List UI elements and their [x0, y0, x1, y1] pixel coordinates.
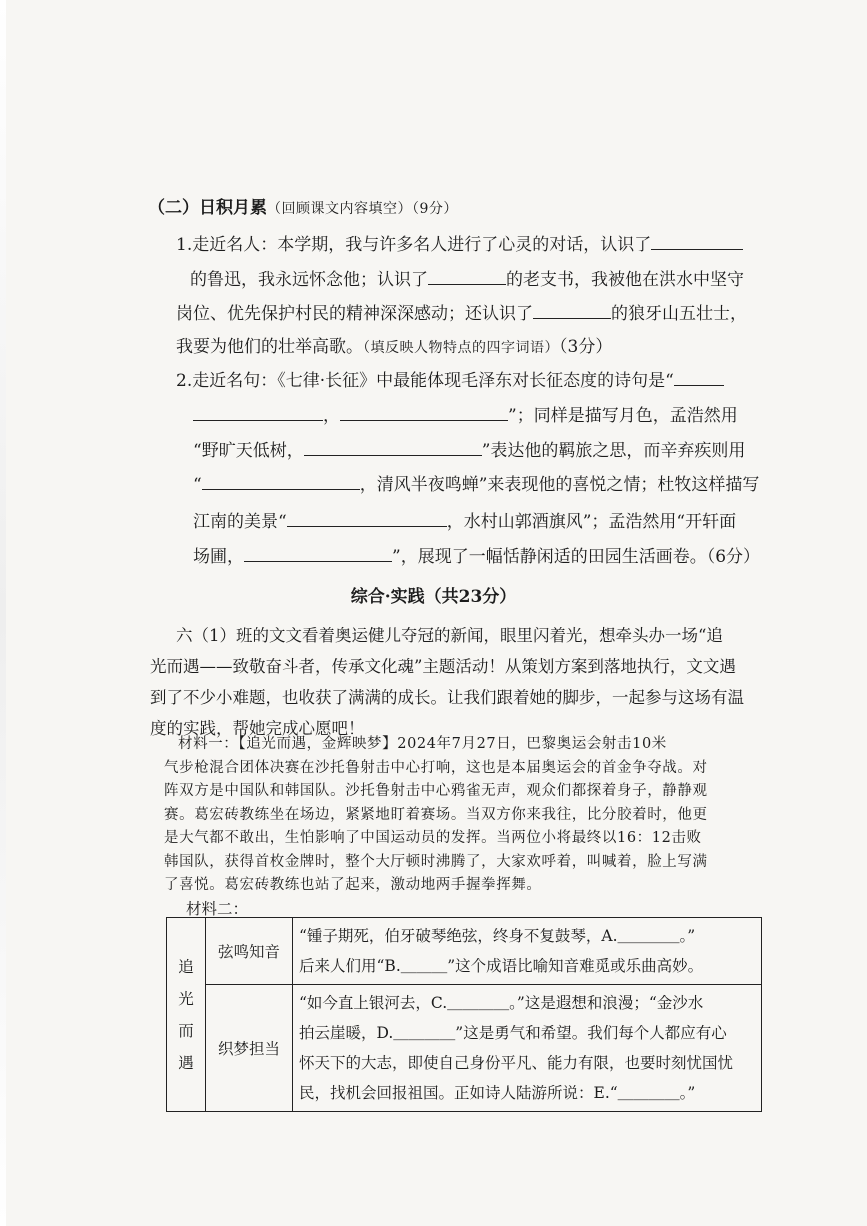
q2-line-2 — [193, 401, 738, 426]
side-char: 遇 — [178, 1053, 194, 1072]
q2-blank-5[interactable] — [287, 510, 447, 527]
q1-line-1 — [176, 230, 743, 255]
material-2-table — [166, 917, 762, 1112]
q2-blank-1b[interactable] — [193, 404, 323, 421]
q1-text-2a: 的鲁迅，我永远怀念他；认识了 — [190, 270, 428, 290]
q1-line-2 — [176, 265, 744, 290]
q2-blank-1a[interactable] — [674, 369, 724, 386]
q2-line-6 — [193, 542, 760, 567]
q2-text-3b: ”表达他的羁旅之思，而辛弃疾则用 — [481, 441, 746, 461]
material-1-line: 韩国队，获得首枚金牌时，整个大厅顿时沸腾了，大家欢呼着，叫喊着，脸上写满 — [164, 853, 708, 870]
material-1-line: 了喜悦。葛宏砖教练也站了起来，激动地两手握拳挥舞。 — [164, 877, 542, 893]
category-cell: 织梦担当 — [206, 985, 293, 1112]
material-1 — [164, 733, 778, 898]
q1-line-4 — [176, 332, 612, 357]
intro-paragraph — [150, 620, 744, 744]
q1-text-4a: 我要为他们的壮举高歌。 — [176, 337, 363, 357]
intro-line: 光而遇——致敬奋斗者，传承文化魂”主题活动！从策划方案到落地执行，文文遇 — [150, 657, 736, 676]
content-cell — [293, 985, 762, 1112]
q2-text-3a: “野旷天低树， — [193, 441, 304, 461]
q1-text-2b: 的老支书，我被他在洪水中坚守 — [506, 270, 744, 290]
q1-blank-2[interactable] — [428, 268, 506, 285]
material-1-line: 阵双方是中国队和韩国队。沙托鲁射击中心鸦雀无声，观众们都探着身子，静静观 — [164, 783, 708, 799]
content-line: 民，找机会回报祖国。正如诗人陆游所说：E.“＿＿＿＿。” — [299, 1084, 696, 1102]
section-heading-text: （二）日积月累 — [148, 198, 267, 218]
q2-text-4b: ，清风半夜鸣蝉”来表现他的喜悦之情；杜牧这样描写 — [359, 475, 760, 495]
q2-text-5b: ，水村山郭酒旗风”；孟浩然用“开轩面 — [446, 512, 737, 532]
intro-line: 六（1）班的文文看着奥运健儿夺冠的新闻，眼里闪着光，想牵头办一场“追 — [176, 626, 723, 645]
q2-line-3 — [193, 436, 745, 461]
q2-line-5 — [193, 507, 736, 532]
table-row — [167, 918, 762, 985]
table-row — [167, 985, 762, 1112]
section-heading — [148, 193, 458, 218]
q1-blank-1[interactable] — [651, 233, 743, 250]
q2-text-2b: ”；同样是描写月色，孟浩然用 — [508, 406, 738, 426]
intro-line: 度的实践，帮她完成心愿吧！ — [150, 719, 365, 738]
scan-edge — [0, 0, 6, 1226]
q2-blank-3[interactable] — [304, 439, 482, 456]
side-char: 光 — [178, 989, 194, 1008]
q1-indent — [176, 269, 190, 285]
material-1-line: 气步枪混合团体决赛在沙托鲁射击中心打响，这也是本届奥运会的首金争夺战。对 — [164, 759, 708, 776]
q1-score: （3分） — [559, 337, 613, 357]
q2-blank-2[interactable] — [340, 404, 508, 421]
q1-note: （填反映人物特点的四字词语） — [363, 340, 559, 356]
q2-text-6a: 场圃， — [193, 547, 244, 567]
q2-line-4 — [193, 470, 759, 495]
side-label — [167, 918, 206, 1112]
q2-text-2a: ， — [323, 406, 340, 426]
q2-blank-6[interactable] — [244, 545, 392, 562]
material-1-line: 是大气都不敢出，生怕影响了中国运动员的发挥。当两位小将最终以16：12击败 — [164, 830, 702, 846]
material-1-line: 赛。葛宏砖教练坐在场边，紧紧地盯着赛场。当双方你来我往，比分胶着时，他更 — [164, 806, 708, 823]
q1-text-3b: 的狼牙山五壮士， — [611, 304, 747, 324]
section-title: 综合·实践（共23分） — [350, 587, 517, 607]
category-cell: 弦鸣知音 — [206, 918, 293, 985]
material-1-line: 材料一：【追光而遇，金辉映梦】2024年7月27日，巴黎奥运会射击10米 — [178, 736, 667, 752]
q2-text-1: 2.走近名句：《七律·长征》中最能体现毛泽东对长征态度的诗句是“ — [176, 371, 674, 391]
q1-text-1: 1.走近名人：本学期，我与许多名人进行了心灵的对话，认识了 — [176, 235, 652, 255]
q2-line-1 — [176, 366, 724, 391]
q2-text-6b: ”，展现了一幅恬静闲适的田园生活画卷。（6分） — [392, 547, 761, 567]
side-char: 追 — [178, 957, 194, 976]
content-cell — [293, 918, 762, 985]
content-line: 后来人们用“B.＿＿＿”这个成语比喻知音难觅或乐曲高妙。 — [299, 957, 704, 975]
content-line: 拍云崖暖，D.＿＿＿＿”这是勇气和希望。我们每个人都应有心 — [299, 1024, 727, 1042]
section-heading-note: （回顾课文内容填空）（9分） — [267, 201, 458, 217]
q2-blank-4[interactable] — [202, 473, 360, 490]
side-char: 而 — [178, 1021, 194, 1040]
q2-text-4a: “ — [193, 475, 202, 495]
q1-line-3 — [176, 299, 747, 324]
q2-text-5a: 江南的美景“ — [193, 512, 287, 532]
intro-line: 到了不少小难题，也收获了满满的成长。让我们跟着她的脚步，一起参与这场有温 — [150, 688, 744, 707]
material-2-label: 材料二： — [186, 900, 249, 918]
content-line: “如今直上银河去，C.＿＿＿＿。”这是遐想和浪漫；“金沙水 — [299, 994, 704, 1012]
content-line: 怀天下的大志，即使自己身份平凡、能力有限，也要时刻忧国忧 — [299, 1054, 734, 1072]
q1-blank-3[interactable] — [533, 302, 611, 319]
content-line: “锺子期死，伯牙破琴绝弦，终身不复鼓琴，A.＿＿＿＿。” — [299, 927, 696, 945]
q1-text-3a: 岗位、优先保护村民的精神深深感动；还认识了 — [176, 304, 533, 324]
